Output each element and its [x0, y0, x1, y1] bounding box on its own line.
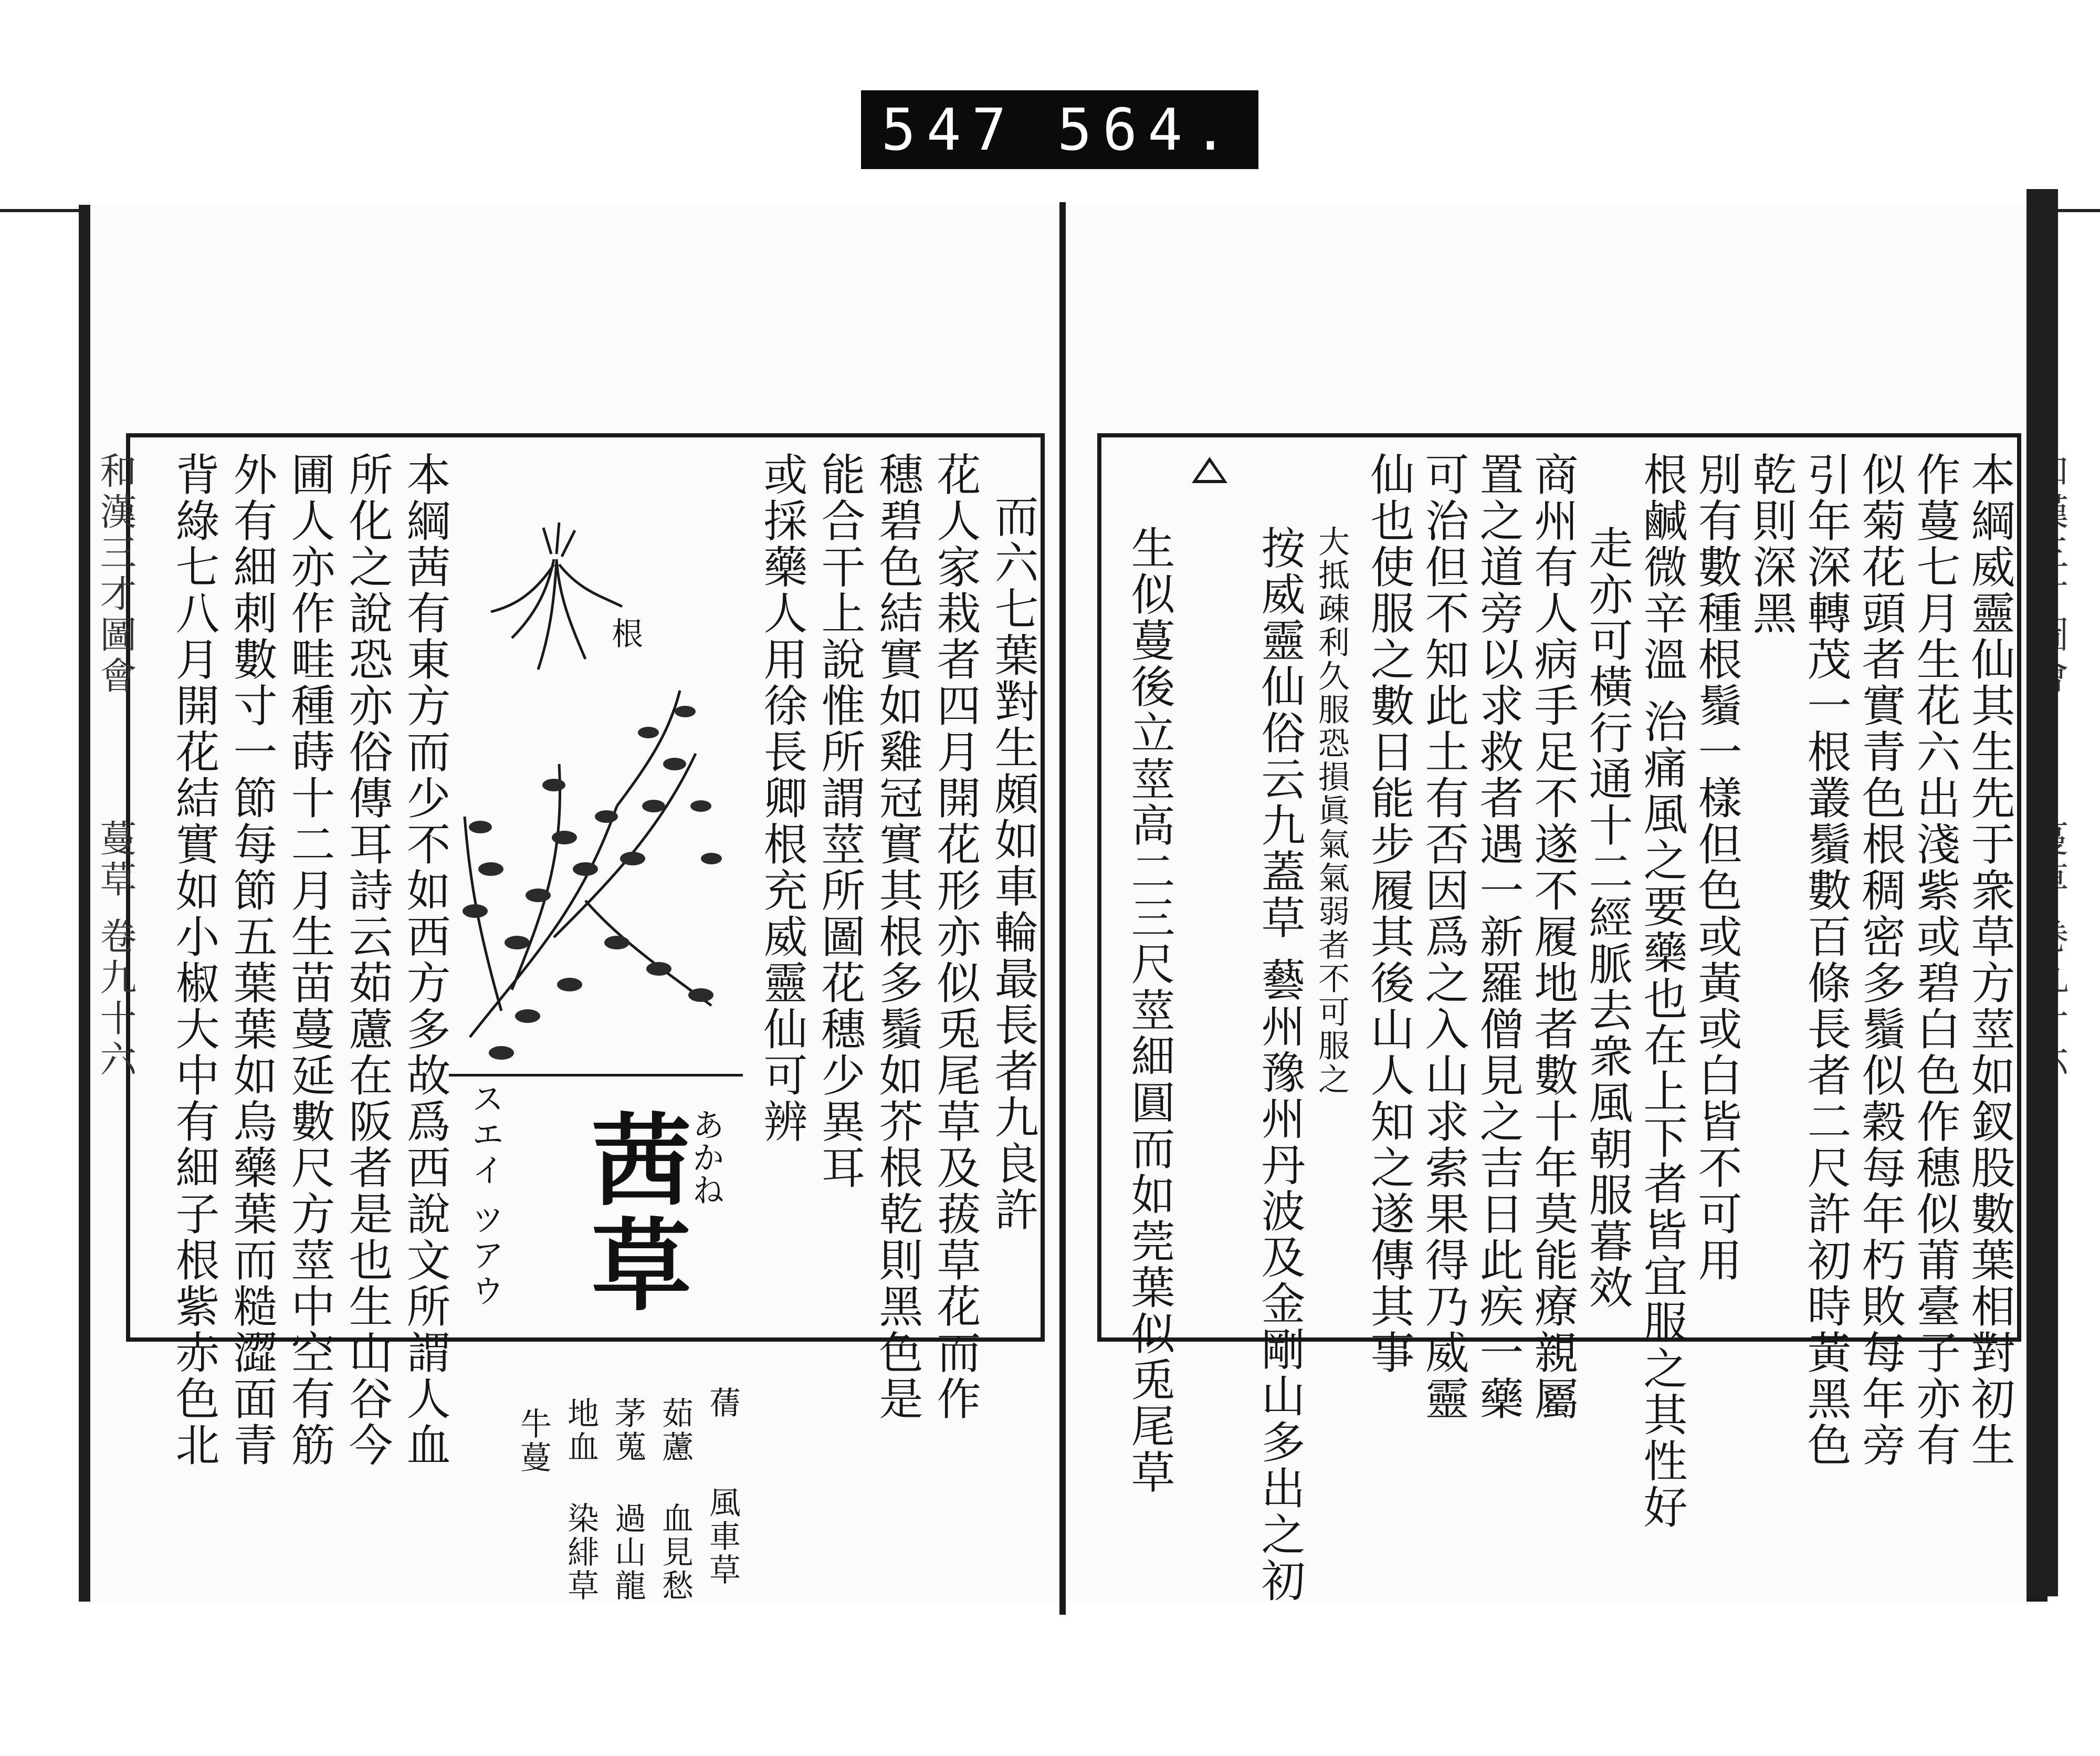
catalog-number-left: 547	[881, 96, 1017, 163]
left-running-head: 蔓草 卷九十六	[94, 819, 137, 1081]
madder-plant-drawing	[449, 438, 743, 1074]
right-col-2: 作蔓七月生花六出淺紫或碧白色作穗似莆臺子亦有	[1909, 452, 1961, 1468]
synonym-9: 風車草	[704, 1486, 741, 1587]
right-col-12: 仙也使服之數日能步履其後山人知之遂傳其事	[1363, 452, 1415, 1376]
right-col-4: 引年深轉茂一根叢鬚數百條長者二尺許初時黃黑色	[1800, 452, 1852, 1468]
synonym-6: 血見愁	[657, 1502, 694, 1603]
left-right-col-4: 能合干上說惟所謂莖所圖花穗少異耳	[814, 452, 866, 1191]
left-col-3: 圃人亦作畦種蒔十二月生苗蔓延數尺方莖中空有筋	[284, 452, 335, 1468]
synonym-3: 茅蒐	[610, 1397, 646, 1464]
synonym-8: 染緋草	[562, 1502, 599, 1603]
right-book-edge	[2026, 189, 2058, 1596]
right-col-3: 似菊花頭者實青色根稠密多鬚似穀每年朽敗每年旁	[1855, 452, 1906, 1468]
plant-reading-katakana: スエイ ツアウ	[466, 1082, 505, 1310]
synonym-5: 牛蔓	[515, 1407, 552, 1475]
right-col-7: 根鹹微辛溫 治痛風之要藥也在上下者皆宜服之其性好	[1636, 452, 1688, 1531]
left-col-5: 背綠七八月開花結實如小椒大中有細子根紫赤色北	[169, 452, 220, 1468]
left-right-col-1: 而六七葉對生頗如車輪最長者九良許	[988, 494, 1039, 1233]
right-col-15: 生似蔓後立莖高二三尺莖細圓而如莞葉似兎尾草	[1124, 525, 1175, 1496]
plant-illustration	[449, 438, 743, 1074]
right-col-14: 按威靈仙俗云九蓋草 藝州豫州丹波及金剛山多出之初	[1254, 525, 1306, 1604]
book-gutter	[1059, 202, 1066, 1615]
left-col-4: 外有細刺數寸一節每節五葉葉如烏藥葉而糙澀面青	[226, 452, 278, 1468]
left-right-col-5: 或採藥人用徐長卿根充威靈仙可辨	[757, 452, 808, 1145]
plant-reading-hiragana: あかね	[687, 1108, 725, 1206]
catalog-number-right: 564.	[1057, 96, 1238, 163]
right-col-8: 走亦可橫行通十二經脈去衆風朝服暮效	[1582, 525, 1633, 1311]
plant-name: 茜草	[575, 1108, 692, 1318]
left-right-col-2: 花人家栽者四月開花形亦似兎尾草及菝草花而作	[930, 452, 981, 1422]
right-col-5: 乾則深黑	[1746, 452, 1797, 636]
right-col-1: 本綱威靈仙其生先于衆草方莖如釵股數葉相對初生	[1964, 452, 2015, 1468]
synonym-7: 過山龍	[610, 1502, 646, 1603]
right-col-6: 別有數種根鬚一樣但色或黃或白皆不可用	[1691, 452, 1742, 1283]
synonym-1: 蒨	[704, 1386, 741, 1420]
left-col-2: 所化之說恐亦俗傳耳詩云茹藘在阪者是也生山谷今	[342, 452, 393, 1468]
left-right-col-3: 穗碧色結實如雞冠實其根多鬚如芥根乾則黑色是	[872, 452, 923, 1422]
synonym-2: 茹藘	[657, 1397, 694, 1464]
left-book-edge	[79, 205, 90, 1602]
root-label: 根	[612, 616, 643, 653]
right-col-9: 商州有人病手足不遂不履地者數十年莫能療親屬	[1527, 452, 1579, 1422]
synonym-4: 地血	[562, 1397, 599, 1464]
right-col-10: 置之道旁以求救者遇一新羅僧見之吉日此疾一藥	[1473, 452, 1524, 1422]
right-col-11: 可治但不知此土有否因爲之入山求索果得乃威靈	[1418, 452, 1469, 1422]
left-col-1: 本綱茜有東方而少不如西方多故爲西說文所謂人血	[400, 452, 451, 1468]
catalog-label	[861, 90, 1258, 169]
left-side-title: 和漢三才圖會	[94, 452, 137, 697]
right-col-13: 大抵疎利久服恐損眞氣氣弱者不可服之	[1313, 525, 1350, 1096]
section-marker-icon	[1192, 457, 1227, 483]
